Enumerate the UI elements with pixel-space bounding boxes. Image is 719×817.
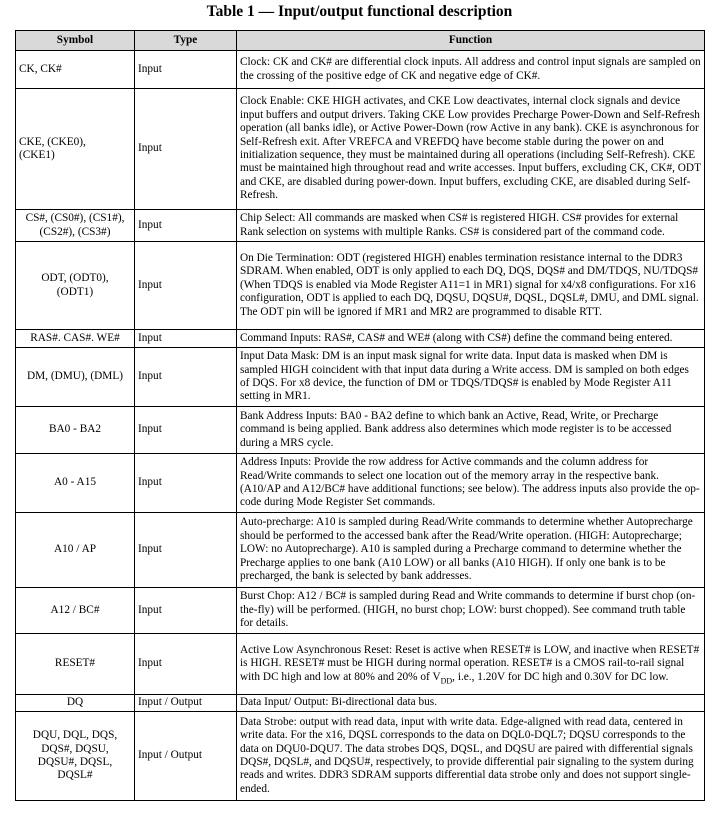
symbol-text: CS#, (CS0#), (CS1#), (CS2#), (CS3#) <box>25 212 125 238</box>
type-cell: Input / Output <box>135 695 237 712</box>
function-cell: Burst Chop: A12 / BC# is sampled during Read and Write commands to determine if burst chop (on-the-fly) will be performed. (HIGH, no burst chop; LOW: burst chopped). See command truth table for details. <box>237 588 705 634</box>
function-cell: Bank Address Inputs: BA0 - BA2 define to which bank an Active, Read, Write, or Precharge command is being applied. Bank address also determines which mode register is to be accessed during a MRS cycle. <box>237 407 705 454</box>
symbol-cell <box>16 634 135 695</box>
symbol-cell <box>16 588 135 634</box>
symbol-cell <box>16 407 135 454</box>
header-symbol: Symbol <box>16 31 135 51</box>
io-function-table <box>15 30 705 801</box>
type-cell: Input <box>135 454 237 513</box>
symbol-cell <box>16 454 135 513</box>
table-row <box>16 242 705 330</box>
symbol-text: BA0 - BA2 <box>48 423 102 436</box>
symbol-cell <box>16 51 135 89</box>
table-title: Table 1 — Input/output functional description <box>206 3 513 20</box>
symbol-text: CK, CK# <box>19 62 62 75</box>
type-cell: Input <box>135 407 237 454</box>
symbol-cell <box>16 712 135 801</box>
table-row <box>16 454 705 513</box>
function-cell: Auto-precharge: A10 is sampled during Read/Write commands to determine whether Autoprecharge should be performed to the accessed bank after the Read/Write operation. (HIGH: Autoprecharge; LOW: no Autoprecharge). A10 is sampled during a Precharge command to determine whether the Precharge applies to one bank (A10 LOW) or all banks (A10 HIGH). If only one bank is to be precharged, the bank is selected by bank addresses. <box>237 513 705 588</box>
header-function: Function <box>237 31 705 51</box>
type-cell: Input <box>135 89 237 210</box>
function-cell: Clock: CK and CK# are differential clock inputs. All address and control input signals are sampled on the crossing of the positive edge of CK and negative edge of CK#. <box>237 51 705 89</box>
type-cell: Input <box>135 210 237 242</box>
symbol-cell <box>16 210 135 242</box>
symbol-text: CKE, (CKE0), (CKE1) <box>19 135 86 161</box>
symbol-text: DM, (DMU), (DML) <box>26 370 123 383</box>
table-row <box>16 210 705 242</box>
symbol-cell <box>16 348 135 407</box>
function-text: Active Low Asynchronous Reset: Reset is active when RESET# is LOW, and inactive when RESET# is HIGH. RESET# must be HIGH during normal operation. RESET# is a CMOS rail-to-rail signal with DC high and low at 80% and 20% of V <box>240 643 700 683</box>
symbol-cell <box>16 330 135 348</box>
table-row <box>16 513 705 588</box>
symbol-text: ODT, (ODT0), (ODT1) <box>41 272 109 298</box>
header-row <box>16 31 705 51</box>
type-cell: Input <box>135 634 237 695</box>
table-row <box>16 695 705 712</box>
function-cell: Clock Enable: CKE HIGH activates, and CKE Low deactivates, internal clock signals and device input buffers and output drivers. Taking CKE Low provides Precharge Power-Down and Self-Refresh operation (all banks idle), or Active Power-Down (row Active in any bank). CKE is asynchronous for Self-Refresh exit. After VREFCA and VREFDQ have become stable during the power on and initialization sequence, they must be maintained during all operations (including Self-Refresh). CKE must be maintained high throughout read and write accesses. Input buffers, excluding CK, CK#, ODT and CKE, are disabled during power-down. Input buffers, excluding CKE, are disabled during Self-Refresh. <box>237 89 705 210</box>
function-text-end: , i.e., 1.20V for DC high and 0.30V for DC low. <box>452 670 669 683</box>
function-cell: Chip Select: All commands are masked when CS# is registered HIGH. CS# provides for external Rank selection on systems with multiple Ranks. CS# is considered part of the command code. <box>237 210 705 242</box>
table-row <box>16 89 705 210</box>
type-cell: Input <box>135 51 237 89</box>
type-cell: Input <box>135 348 237 407</box>
table-row <box>16 712 705 801</box>
symbol-cell <box>16 89 135 210</box>
symbol-cell <box>16 242 135 330</box>
symbol-text: A10 / AP <box>53 543 97 556</box>
table-row <box>16 348 705 407</box>
table-row <box>16 330 705 348</box>
function-cell: Data Strobe: output with read data, input with write data. Edge-aligned with read data, centered in write data. For the x16, DQSL corresponds to the data on DQL0-DQL7; DQSU corresponds to the data on DQU0-DQU7. The data strobes DQS, DQSL, and DQSU are paired with differential signals DQS#, DQSL#, and DQSU#, respectively, to provide differential pair signaling to the system during reads and writes. DDR3 SDRAM supports differential data strobe only and does not support single-ended. <box>237 712 705 801</box>
type-cell: Input <box>135 242 237 330</box>
symbol-cell <box>16 513 135 588</box>
symbol-text: A12 / BC# <box>50 603 100 616</box>
function-cell: Data Input/ Output: Bi-directional data bus. <box>237 695 705 712</box>
function-cell: Input Data Mask: DM is an input mask signal for write data. Input data is masked when DM is sampled HIGH coincident with that input data during a Write access. DM is sampled on both edges of DQS. For x8 device, the function of DM or TDQS/TDQS# is enabled by Mode Register A11 setting in MR1. <box>237 348 705 407</box>
symbol-text: A0 - A15 <box>53 476 97 489</box>
table-row <box>16 407 705 454</box>
symbol-text: DQU, DQL, DQS, DQS#, DQSU, DQSU#, DQSL, DQSL# <box>32 729 118 782</box>
type-cell: Input / Output <box>135 712 237 801</box>
table-row <box>16 51 705 89</box>
symbol-text: RESET# <box>54 657 96 670</box>
function-cell: Command Inputs: RAS#, CAS# and WE# (along with CS#) define the command being entered. <box>237 330 705 348</box>
header-type: Type <box>135 31 237 51</box>
type-cell: Input <box>135 513 237 588</box>
vdd-subscript: DD <box>440 675 453 685</box>
type-cell: Input <box>135 588 237 634</box>
function-cell: Address Inputs: Provide the row address for Active commands and the column address for Read/Write commands to select one location out of the memory array in the respective bank. (A10/AP and A12/BC# have additional functions; see below). The address inputs also provide the op-code during Mode Register Set commands. <box>237 454 705 513</box>
table-row <box>16 588 705 634</box>
symbol-cell <box>16 695 135 712</box>
table-row <box>16 634 705 695</box>
function-cell <box>237 634 705 695</box>
symbol-text: RAS#. CAS#. WE# <box>30 331 120 344</box>
symbol-text: DQ <box>66 696 84 709</box>
type-cell: Input <box>135 330 237 348</box>
function-cell: On Die Termination: ODT (registered HIGH) enables termination resistance internal to the DDR3 SDRAM. When enabled, ODT is only applied to each DQ, DQS, DQS# and DM/TDQS, NU/TDQS# (When TDQS is enabled via Mode Register A11=1 in MR1) signal for x4/x8 configurations. For x16 configuration, ODT is applied to each DQ, DQSU, DQSU#, DQSL, DQSL#, DMU, and DML signal. The ODT pin will be ignored if MR1 and MR2 are programmed to disable RTT. <box>237 242 705 330</box>
